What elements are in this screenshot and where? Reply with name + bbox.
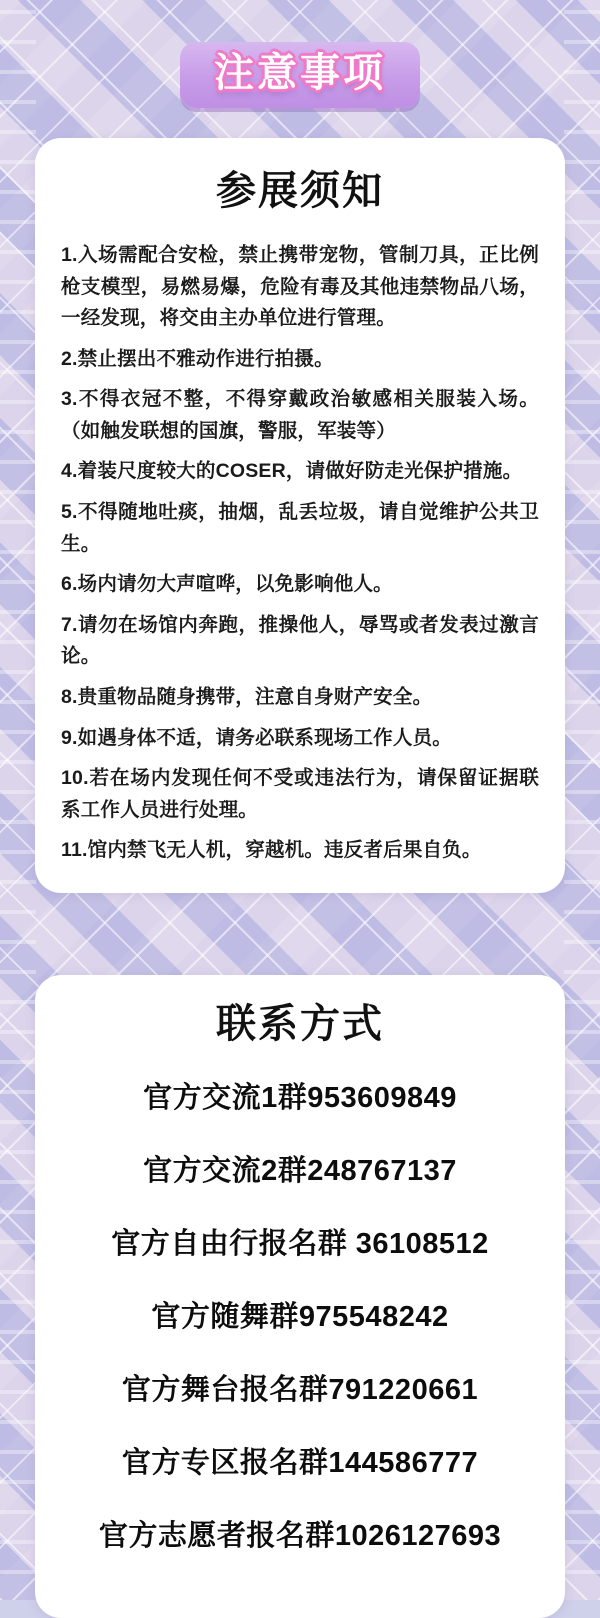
contact-group: 官方志愿者报名群1026127693 [98, 1520, 502, 1553]
notice-rule: 3.不得衣冠不整，不得穿戴政治敏感相关服装入场。（如触发联想的国旗，警服，军装等） [61, 388, 539, 442]
notice-rule: 6.场内请勿大声喧哗，以免影响他人。 [61, 573, 393, 596]
contact-group: 官方交流1群953609849 [143, 1082, 457, 1114]
contact-card [35, 975, 565, 1618]
contact-group: 官方随舞群975548242 [151, 1301, 449, 1334]
notice-card [35, 138, 565, 893]
banner-title: 注意事项 [214, 51, 386, 95]
notice-rule: 5.不得随地吐痰，抽烟，乱丢垃圾，请自觉维护公共卫生。 [61, 501, 539, 555]
notice-title: 参展须知 [216, 169, 384, 213]
banner-area [0, 42, 600, 108]
notice-rule: 10.若在场内发现任何不受或违法行为，请保留证据联系工作人员进行处理。 [61, 767, 539, 821]
contact-group: 官方专区报名群144586777 [121, 1447, 479, 1480]
contact-group: 官方交流2群248767137 [143, 1155, 457, 1188]
title-banner [180, 42, 420, 108]
contact-title: 联系方式 [216, 1002, 384, 1046]
notice-rule: 9.如遇身体不适，请务必联系现场工作人员。 [61, 726, 452, 749]
contact-group: 官方舞台报名群791220661 [121, 1374, 479, 1407]
notice-rule: 1.入场需配合安检，禁止携带宠物，管制刀具，正比例枪支模型，易燃易爆，危险有毒及其他违禁物品八场，一经发现，将交由主办单位进行管理。 [61, 244, 539, 330]
contact-group: 官方自由行报名群 36108512 [111, 1228, 489, 1261]
notice-rule: 2.禁止摆出不雅动作进行拍摄。 [61, 347, 334, 370]
notice-rule: 7.请勿在场馆内奔跑，推操他人，辱骂或者发表过激言论。 [61, 613, 539, 668]
notice-rule: 8.贵重物品随身携带，注意自身财产安全。 [61, 685, 433, 708]
notice-rule: 4.着装尺度较大的COSER，请做好防走光保护措施。 [61, 460, 523, 483]
notice-rule: 11.馆内禁飞无人机，穿越机。违反者后果自负。 [61, 839, 482, 862]
